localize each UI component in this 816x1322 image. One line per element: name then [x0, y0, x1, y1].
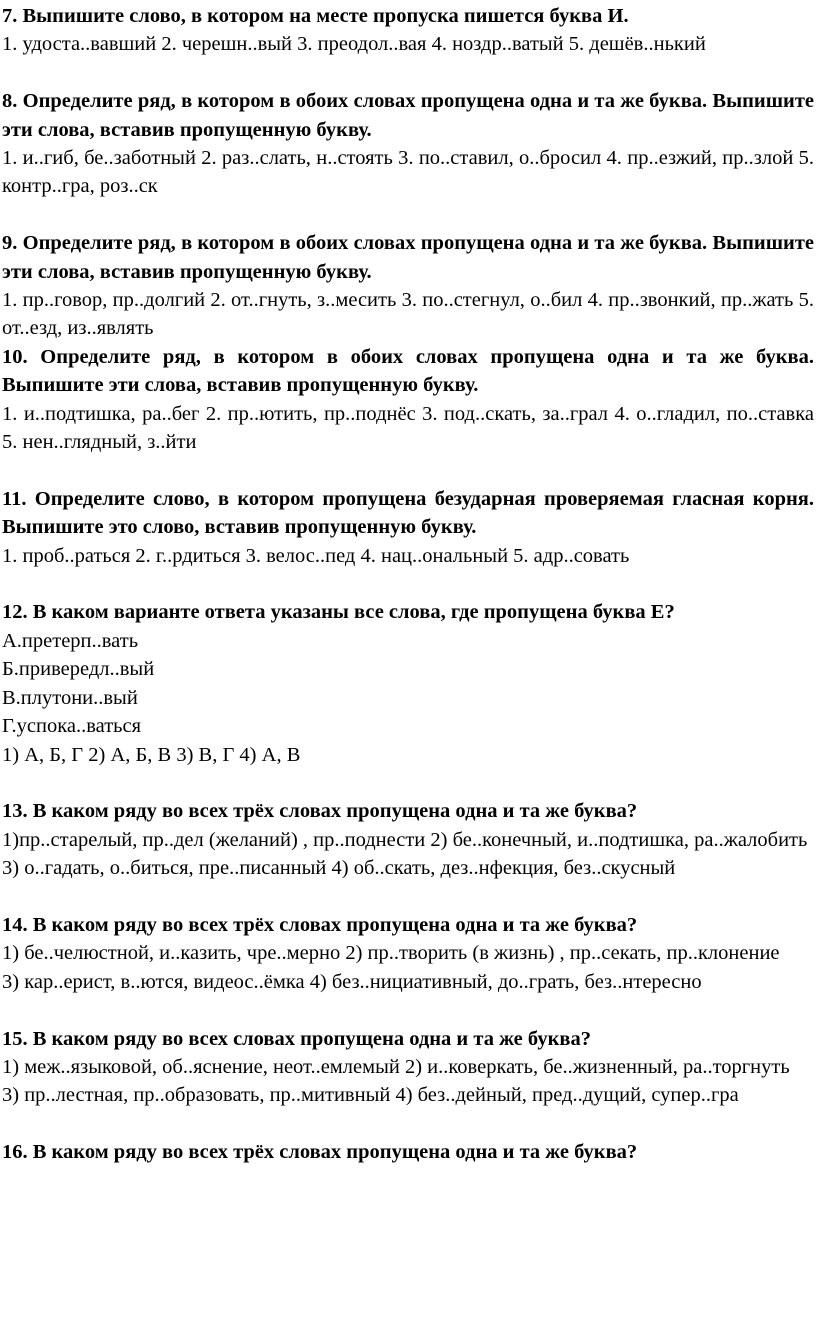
question-title: 7. Выпишите слово, в котором на месте пропуска пишется буква И.: [2, 5, 629, 27]
answer-options: 1. пр..говор, пр..долгий 2. от..гнуть, з..месить 3. по..стегнул, о..бил 4. пр..звонкий, пр..жать 5. от..езд, из..являть: [2, 289, 814, 340]
answer-options: 1) меж..языковой, об..яснение, неот..емлемый 2) и..коверкать, бе..жизненный, ра..торгнуть: [2, 1055, 790, 1078]
answer-options: 1. проб..раться 2. г..рдиться 3. велос..пед 4. нац..ональный 5. адр..совать: [2, 544, 630, 567]
question-14: [2, 911, 814, 996]
question-10: [2, 343, 814, 457]
spacer: [2, 769, 814, 797]
question-11: [2, 485, 814, 570]
question-title: 8. Определите ряд, в котором в обоих словах пропущена одна и та же буква. Выпишите эти слова, вставив пропущенную букву.: [2, 90, 814, 141]
question-8: [2, 87, 814, 201]
question-title: 9. Определите ряд, в котором в обоих словах пропущена одна и та же буква. Выпишите эти слова, вставив пропущенную букву.: [2, 232, 814, 283]
question-13: [2, 797, 814, 882]
spacer: [2, 883, 814, 911]
question-16: [2, 1138, 814, 1166]
answer-options: 1)пр..старелый, пр..дел (желаний) , пр..поднести 2) бе..конечный, и..подтишка, ра..жалобить: [2, 828, 808, 851]
spacer: [2, 456, 814, 484]
answer-options: 1) А, Б, Г 2) А, Б, В 3) В, Г 4) А, В: [2, 743, 301, 766]
answer-options: 1. и..гиб, бе..заботный 2. раз..слать, н..стоять 3. по..ставил, о..бросил 4. пр..езжий, пр..злой 5. контр..гра, роз..ск: [2, 147, 814, 198]
question-title: 16. В каком ряду во всех трёх словах пропущена одна и та же буква?: [2, 1141, 638, 1164]
option-v: В.плутони..вый: [2, 686, 138, 709]
question-12: [2, 598, 814, 768]
question-15: [2, 1025, 814, 1110]
spacer: [2, 59, 814, 87]
question-title: 12. В каком варианте ответа указаны все слова, где пропущена буква Е?: [2, 601, 675, 624]
question-7: [2, 2, 814, 59]
spacer: [2, 1110, 814, 1138]
answer-options: 1. и..подтишка, ра..бег 2. пр..ютить, пр..поднёс 3. под..скать, за..грал 4. о..гладил, по..ставка 5. нен..глядный, з..йти: [2, 402, 814, 454]
spacer: [2, 201, 814, 229]
option-b: Б.привередл..вый: [2, 658, 155, 681]
answer-options: 3) пр..лестная, пр..образовать, пр..митивный 4) без..дейный, пред..дущий, супер..гра: [2, 1084, 739, 1107]
question-9: [2, 229, 814, 343]
question-title: 10. Определите ряд, в котором в обоих словах пропущена одна и та же буква. Выпишите эти слова, вставив пропущенную букву.: [2, 345, 814, 397]
question-title: 11. Определите слово, в котором пропущена безударная проверяемая гласная корня. Выпишите это слово, вставив пропущенную букву.: [2, 487, 814, 539]
question-title: 15. В каком ряду во всех словах пропущена одна и та же буква?: [2, 1027, 591, 1050]
answer-options: 3) кар..ерист, в..ются, видеос..ёмка 4) без..нициативный, до..грать, без..нтересно: [2, 970, 702, 993]
question-title: 13. В каком ряду во всех трёх словах пропущена одна и та же буква?: [2, 800, 638, 823]
option-g: Г.успока..ваться: [2, 715, 142, 738]
question-title: 14. В каком ряду во всех трёх словах пропущена одна и та же буква?: [2, 913, 638, 936]
spacer: [2, 570, 814, 598]
answer-options: 3) о..гадать, о..биться, пре..писанный 4) об..скать, дез..нфекция, без..скусный: [2, 857, 676, 880]
answer-options: 1) бе..челюстной, и..казить, чре..мерно 2) пр..творить (в жизнь) , пр..секать, пр..клонение: [2, 942, 780, 965]
option-a: А.претерп..вать: [2, 629, 139, 652]
spacer: [2, 996, 814, 1024]
answer-options: 1. удоста..вавший 2. черешн..вый 3. преодол..вая 4. ноздр..ватый 5. дешёв..нький: [2, 33, 706, 56]
